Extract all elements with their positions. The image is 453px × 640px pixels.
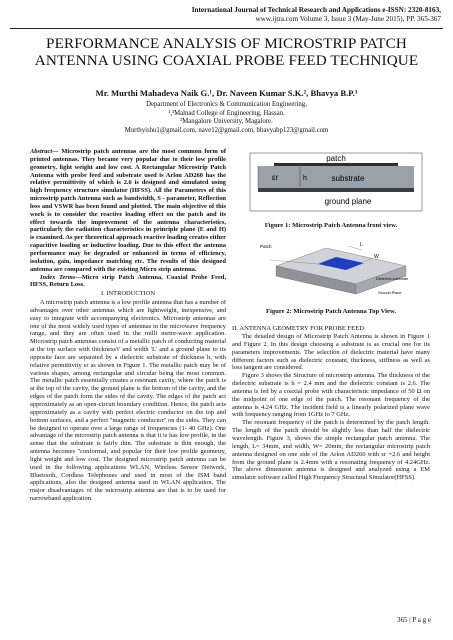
- fig2-patch-label: Patch: [260, 244, 272, 249]
- fig2-w-label: W: [374, 254, 379, 260]
- paper-title: PERFORMANCE ANALYSIS OF MICROSTRIP PATCH ANTENNA USING COAXIAL PROBE FEED TECHNIQUE: [34, 35, 419, 69]
- index-terms: [30, 274, 226, 290]
- fig2-ground-label: Ground Plane: [378, 291, 402, 295]
- figure-2-caption: Figure 2: Microstrip Patch Antenna Top View.: [266, 308, 396, 315]
- header-rule: [10, 28, 443, 29]
- abstract-label: Abstract—: [30, 148, 59, 155]
- left-column: [30, 148, 226, 503]
- paper-authors: Mr. Murthi Mahadeva Naik G.¹, Dr. Naveen Kumar S.K.², Bhavya B.P.³: [95, 88, 358, 98]
- section-2-paragraph-3: The resonant frequency of the patch is determined by the patch length. The length of the patch should be slightly less than half the dielectric wavelength. Figure 3, shows the simple rectangular patch antenna. The length, L= 34mm, and width, W= 20mm, the rectangular microstrip patch antenna designed on one side of the Arlon AD260 with εr =2.6 and height from the ground plane is 2.4mm with a resonating frequency of 4.24GHz. The above dimension antenna is designed and analyzed using a EM simulator software called High Frequency Structural Simulator(HFSS).: [232, 419, 430, 482]
- journal-header-line1: International Journal of Technical Research and Applications e-ISSN: 2320-8163,: [191, 6, 441, 14]
- figure-2-top-view: [256, 236, 416, 302]
- affiliation-malnad: ¹,³Malnad College of Engineering, Hassan.: [168, 109, 285, 117]
- fig2-dielectric-label: Dielectric substrate: [376, 277, 409, 281]
- section-2-paragraph-2: Figure 3 shows the Structure of microstrip antenna. The thickness of the dielectric substrate is h = 2.4 mm and the dielectric constant is 2.6. The antenna is fed by a coaxial probe with characteristic impedance of 50 Ω on the midpoint of one edge of the patch. The resonant frequency of the antenna is 4.24 GHz. The incident field is a linearly polarized plane wave with frequency ranging from 1GHz to 7 GHz.: [232, 372, 430, 419]
- fig1-ground-plane: [258, 188, 414, 192]
- fig1-er-label: εr: [272, 173, 279, 182]
- figure-1-caption: Figure 1: Microstrip Patch Antenna front view.: [264, 222, 398, 229]
- page-footer: 365 | P a g e: [397, 616, 431, 624]
- index-terms-label: Index Terms: [40, 273, 76, 281]
- section-2-paragraph-1: The detailed design of Microstrip Patch Antenna is shown in Figure 1 and Figure 2. In this design choosing a substrate is as crucial one for its parameters improvements. The selection of dielectric material have many different factors such as dielectric constant, thickness, stiffness as well as loss tangent are considered.: [232, 333, 430, 372]
- figure-1-front-view: [248, 152, 424, 212]
- section-2-body: [232, 333, 430, 482]
- journal-header-line2: www.ijtra.com Volume 3, Issue 3 (May-June 2015), PP. 365-367: [255, 15, 441, 23]
- section-2-heading: II. ANTENNA GEOMETRY FOR PROBE FEED: [232, 325, 365, 332]
- fig1-h-label: h: [303, 175, 307, 182]
- journal-header: [141, 6, 441, 24]
- affiliation-dept: Department of Electronics & Communication Engineering,: [146, 101, 307, 108]
- index-terms-text: —Micro strip Patch Antenna, Coaxial Probe Feed, HFSS, Return Loss.: [30, 273, 226, 289]
- intro-heading: I. INTRODUCTION: [101, 290, 155, 298]
- affiliation-mangalore: ²Mangalore University, Magalore.: [180, 118, 273, 126]
- fig2-l-label: L: [360, 242, 363, 248]
- abstract-text: Microstrip patch antennas are the most common form of printed antennas. They became very popular due to their low profile geometry, light weight and low cost. A Rectangular Microstrip Patch Antenna with probe feed and substrate used is Arlon AD260 has the relative permittivity of which is 2.6 is designed and simulated using high frequency structure simulator (HFSS). All the Parameters of this microstrip patch Antenna such as bandwidth, S - parameter, Reflection loss and VSWR has been found and plotted. The main objective of this work is to consider the reactive loading effect on the patch and its effect towards the improvement of the antenna characteristics, particularly the radiation characteristics in principle plane (E and H) is examined. As per theoretical approach reactive loading creates either capacitive loading or inductive loading. Due to this effect the antenna performance may be degraded or enhanced in terms of efficiency, isolation, gain, impedance matching etc. The results of this designed antenna are compared with the existing Micro strip antenna.: [30, 148, 226, 273]
- author-emails: Murthyishu1@gmail.com, nave12@gmail.com, bhavyabp123@gmail.com: [124, 126, 329, 134]
- intro-text: A microstrip patch antenna is a low profile antenna that has a number of advantages over other antennas which are lightweight, inexpensive, and easy to integrate with accompanying electronics. Microstrip antennas are one of the most widely used types of antennas in the microwave frequency range, and they are often used in the milli metre-wave application. Microstrip patch antennas consist of a metallic patch of conducting material at the top surface with thickness't' and width 'L' and a ground plane to its opposite face are separated by a dielectric substrate of thickness h, with relative permittivity εr as shown in Figure 1. The metallic patch may be of various shapes, among rectangular and circular being the most common. The metallic patch essentially creates a resonant cavity, where the patch is at the top of the cavity, the ground plane is the bottom of the cavity, and the edges of the patch form the sides of the cavity. The edges of the patch act approximately as an open-circuit boundary condition. Hence, the patch acts approximately as a cavity with perfect electric conductor on the top and bottom surfaces, and a perfect "magnetic conductor" on the sides. They can be designed to operate over a large range of frequencies (1- 40 GHz). One advantage of the microstrip patch antenna is that it is has low profile, in the sense that the substrate is fairly thin. The substrate is thin enough, the antenna becomes "conformal, and popular for their low profile geometry, light weight and low cost. The designed microstrip patch antenna can be used in the following applications WLAN, Wireless Sensor Network, Bluetooth, Cordless Telephones and used in most of the ISM band applications, also the designed antenna used in WLAN application. The major disadvantages of the microstrip antenna are that is to be used for narrowband application.: [30, 299, 226, 503]
- abstract: [30, 148, 226, 274]
- fig1-substrate-label: substrate: [331, 174, 365, 183]
- fig1-patch-label: patch: [326, 154, 346, 163]
- fig1-patch-strip: [274, 163, 398, 166]
- affiliations: [10, 101, 443, 135]
- fig1-ground-label: ground plane: [324, 197, 372, 206]
